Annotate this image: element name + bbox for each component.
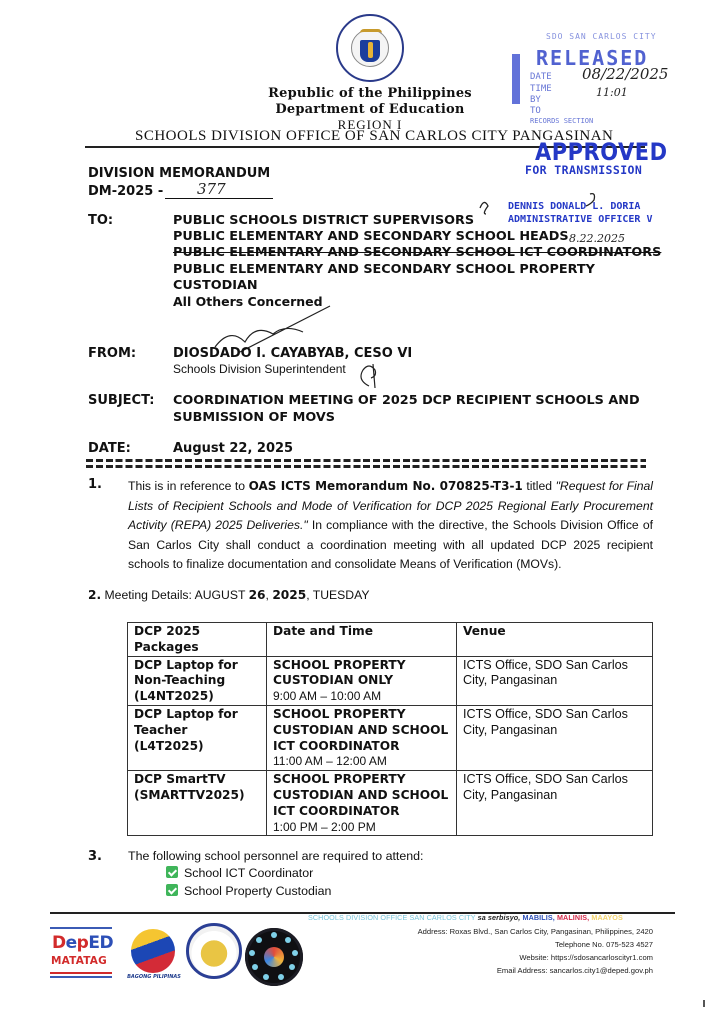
matatag-logo-text: MATATAG <box>51 955 107 967</box>
checkbox-checked-icon <box>166 866 178 878</box>
memo-number-line <box>165 198 273 199</box>
meeting-year: 2025 <box>272 588 307 602</box>
approved-stamp: APPROVED <box>535 138 668 166</box>
attendee-group: SCHOOL PROPERTY CUSTODIAN AND SCHOOL ICT COORDINATOR <box>273 706 449 753</box>
attendee-label: School Property Custodian <box>184 884 332 898</box>
table-row <box>128 771 653 836</box>
from-name: DIOSDADO I. CAYABYAB, CESO VI <box>173 346 413 361</box>
para-2 <box>88 588 369 602</box>
deped-logo-text: DepED <box>52 933 114 953</box>
memo-number: 377 <box>197 180 226 198</box>
para-2-number: 2. <box>88 588 102 602</box>
bagong-pilipinas-logo <box>127 923 179 983</box>
approved-date: 8.22.2025 <box>569 232 625 245</box>
separator: , <box>265 588 273 602</box>
checkbox-checked-icon <box>166 884 178 896</box>
attendee-item <box>166 866 313 880</box>
release-time-label: TIME <box>530 84 552 94</box>
attendee-group: SCHOOL PROPERTY CUSTODIAN AND SCHOOL ICT COORDINATOR <box>273 772 449 818</box>
recipient-line: PUBLIC SCHOOLS DISTRICT SUPERVISORS <box>173 213 475 228</box>
para-3-number: 3. <box>88 849 102 864</box>
tagline-sa-serbisyo: sa serbisyo, <box>477 913 521 922</box>
approving-officer-name: DENNIS DONALD L. DORIA <box>508 201 641 212</box>
memo-date: August 22, 2025 <box>173 441 294 456</box>
memo-reference: OAS ICTS Memorandum No. 070825-T3-1 <box>248 479 523 493</box>
subject-label: SUBJECT: <box>88 393 155 408</box>
tagline-malinis: MALINIS, <box>554 913 590 922</box>
time-slot: 11:00 AM – 12:00 AM <box>273 754 387 769</box>
tagline-mabilis: MABILIS, <box>520 913 555 922</box>
footer-telephone: Telephone No. 075-523 4527 <box>555 940 653 949</box>
memo-type: DIVISION MEMORANDUM <box>88 166 271 181</box>
release-to-label: TO <box>530 106 541 116</box>
header-department: Department of Education <box>275 102 465 117</box>
approving-officer-title: ADMINISTRATIVE OFFICER V <box>508 214 653 225</box>
date-time-cell <box>267 705 457 770</box>
recipient-line: PUBLIC ELEMENTARY AND SECONDARY SCHOOL HEADS <box>173 229 569 245</box>
table-row <box>128 705 653 770</box>
recipient-line: PUBLIC ELEMENTARY AND SECONDARY SCHOOL ICT COORDINATORS <box>173 245 662 261</box>
page-mark <box>703 1000 705 1007</box>
time-slot: 1:00 PM – 2:00 PM <box>273 819 376 834</box>
attendee-label: School ICT Coordinator <box>184 866 314 880</box>
attendee-group: SCHOOL PROPERTY CUSTODIAN ONLY <box>273 657 406 688</box>
para-1-text: This is in reference to <box>128 479 249 493</box>
memo-number-prefix: DM-2025 - <box>88 184 164 199</box>
initials-signature-icon <box>355 360 383 390</box>
venue-cell: ICTS Office, SDO San Carlos City, Pangasinan <box>457 705 653 770</box>
recipient-line: CUSTODIAN <box>173 277 258 293</box>
header-office: SCHOOLS DIVISION OFFICE OF SAN CARLOS CITY PANGASINAN <box>135 128 614 144</box>
para-1-text: In compliance with the directive, the Schools Division Office of San Carlos City shall conduct a coordination meeting with all updated DCP 2025 recipient schools to finalize documentation and consolidate Means of Verification (MOVs). <box>128 518 653 572</box>
para-2-label: Meeting Details: AUGUST <box>101 588 249 602</box>
tagline-office: SCHOOLS DIVISION OFFICE SAN CARLOS CITY <box>308 913 478 922</box>
to-recipients <box>173 213 661 310</box>
sdo-seal-logo <box>186 923 242 979</box>
from-title: Schools Division Superintendent <box>173 362 346 376</box>
footer-email[interactable]: Email Address: sancarlos.city1@deped.gov.ph <box>496 966 653 975</box>
column-header-date-time: Date and Time <box>267 623 457 657</box>
meeting-day: 26 <box>248 588 266 602</box>
release-date: 08/22/2025 <box>582 65 669 83</box>
package-cell: DCP SmartTV (SMARTTV2025) <box>128 771 267 836</box>
time-slot: 9:00 AM – 10:00 AM <box>273 689 382 704</box>
venue-cell: ICTS Office, SDO San Carlos City, Pangasinan <box>457 771 653 836</box>
para-1-number: 1. <box>88 477 102 492</box>
footer-address: Address: Roxas Blvd., San Carlos City, Pangasinan, Philippines, 2420 <box>417 927 653 936</box>
meeting-schedule-table <box>127 622 653 836</box>
release-stamp-org: SDO SAN CARLOS CITY <box>546 32 657 41</box>
release-by-label: BY <box>530 95 541 105</box>
double-rule-divider <box>86 459 646 469</box>
recipient-line: PUBLIC ELEMENTARY AND SECONDARY SCHOOL PROPERTY <box>173 261 595 277</box>
bagong-pilipinas-text: BAGONG PILIPINAS <box>127 974 181 980</box>
venue-cell: ICTS Office, SDO San Carlos City, Pangasinan <box>457 656 653 705</box>
para-1-text: titled <box>522 479 556 493</box>
table-row <box>128 656 653 705</box>
date-label: DATE: <box>88 441 131 456</box>
to-label: TO: <box>88 213 114 228</box>
table-header-row <box>128 623 653 657</box>
para-3: The following school personnel are required to attend: <box>128 849 424 863</box>
package-cell: DCP Laptop for Non-Teaching (L4NT2025) <box>128 656 267 705</box>
package-cell: DCP Laptop for Teacher (L4T2025) <box>128 705 267 770</box>
release-stamp-word: RELEASED <box>536 46 649 70</box>
tagline-maayos: MAAYOS <box>589 913 623 922</box>
ict-seal-logo <box>245 928 303 986</box>
column-header-venue: Venue <box>457 623 653 657</box>
footer-tagline <box>308 913 623 922</box>
date-time-cell <box>267 771 457 836</box>
release-records-label: RECORDS SECTION <box>530 117 594 125</box>
deped-seal-icon <box>336 14 404 82</box>
release-date-label: DATE <box>530 72 552 82</box>
header-republic: Republic of the Philippines <box>268 86 472 101</box>
meeting-weekday: , TUESDAY <box>306 588 370 602</box>
date-time-cell <box>267 656 457 705</box>
from-label: FROM: <box>88 346 137 361</box>
para-1 <box>128 477 653 575</box>
column-header-packages: DCP 2025 Packages <box>128 623 267 657</box>
header-region: REGION I <box>337 117 403 132</box>
attendee-item <box>166 884 331 898</box>
footer-website[interactable]: Website: https://sdosancarloscityr1.com <box>519 953 653 962</box>
release-time: 11:01 <box>596 86 628 99</box>
memo-reference-title: "Request for Final Lists of Recipient Schools and Mode of Verification for DCP 2025 Regional Early Procurement Activity (REPA) 2025 Deliveries." <box>128 479 653 533</box>
subject-text: COORDINATION MEETING OF 2025 DCP RECIPIENT SCHOOLS AND SUBMISSION OF MOVS <box>173 393 640 425</box>
recipient-line: All Others Concerned <box>173 294 323 310</box>
approved-stamp-sub: FOR TRANSMISSION <box>525 163 643 177</box>
deped-matatag-logo <box>50 925 112 981</box>
